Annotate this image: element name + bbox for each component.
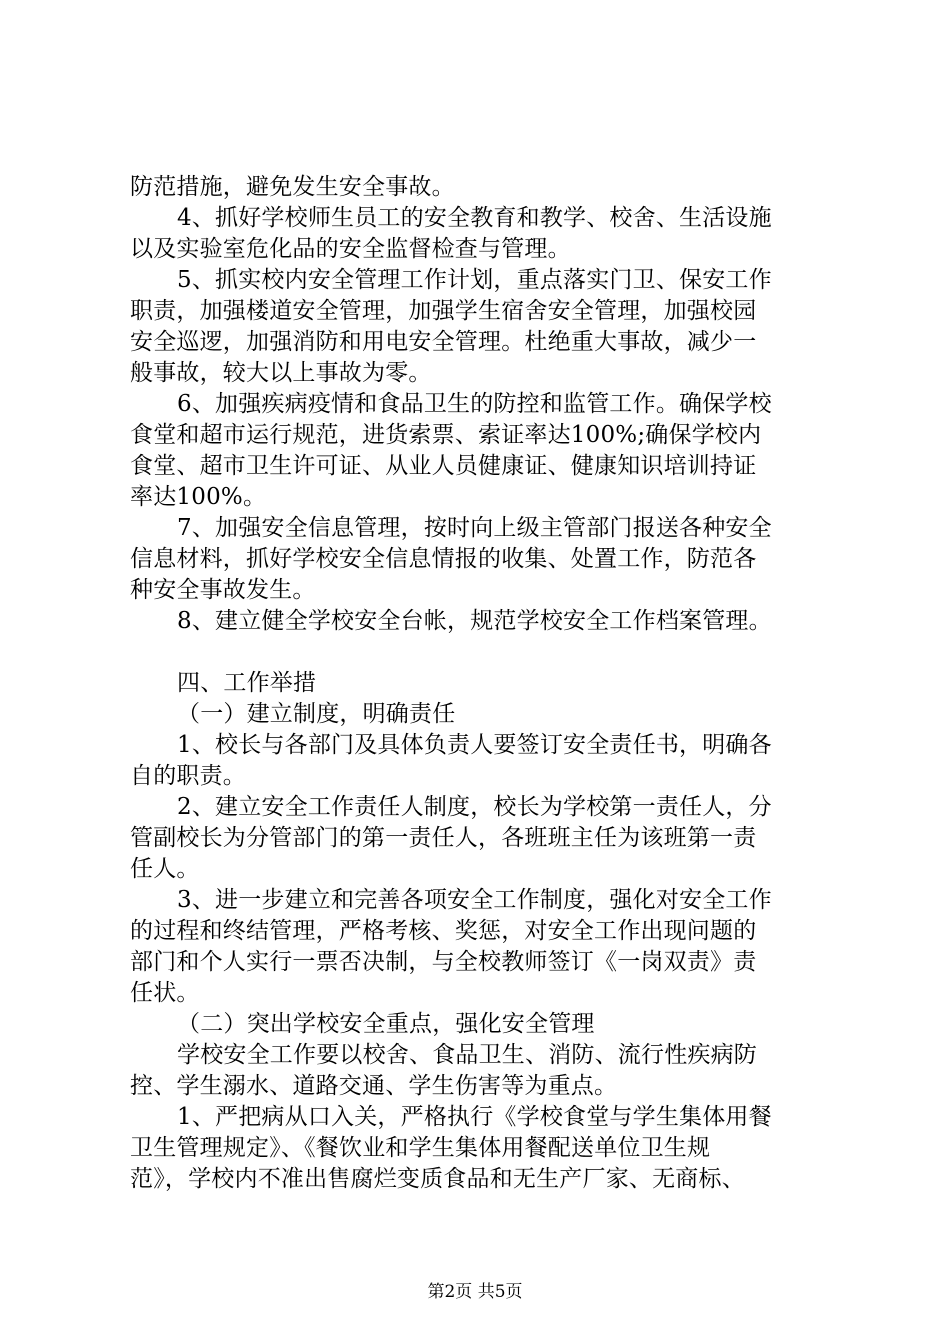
text-line: 任状。 [130,980,200,1006]
text-line: 种安全事故发生。 [130,577,316,603]
text-line: 四、工作举措 [177,670,317,696]
text-line: 1、校长与各部门及具体负责人要签订安全责任书，明确各 [177,732,772,758]
text-line: 3、进一步建立和完善各项安全工作制度，强化对安全工作 [177,887,772,913]
text-line: 般事故，较大以上事故为零。 [130,360,432,386]
text-line: （二）突出学校安全重点，强化安全管理 [177,1011,595,1037]
text-line: 4、抓好学校师生员工的安全教育和教学、校舍、生活设施 [177,205,772,231]
text-line: 职责，加强楼道安全管理，加强学生宿舍安全管理，加强校园 [130,298,757,324]
text-line: 自的职责。 [130,763,246,789]
text-line: 管副校长为分管部门的第一责任人，各班班主任为该班第一责 [130,825,757,851]
text-line: 6、加强疾病疫情和食品卫生的防控和监管工作。确保学校 [177,391,772,417]
page-footer: 第2页 共5页 [427,1282,523,1302]
text-line: 部门和个人实行一票否决制，与全校教师签订《一岗双责》责 [130,949,757,975]
text-line: 2、建立安全工作责任人制度，校长为学校第一责任人，分 [177,794,772,820]
text-line: 防范措施，避免发生安全事故。 [130,174,455,200]
text-line: 学校安全工作要以校舍、食品卫生、消防、流行性疾病防 [177,1042,757,1068]
text-line: 8、建立健全学校安全台帐，规范学校安全工作档案管理。 [177,608,772,634]
text-line: 5、抓实校内安全管理工作计划，重点落实门卫、保安工作 [177,267,772,293]
text-line: 率达100%。 [130,484,267,510]
text-line: 1、严把病从口入关，严格执行《学校食堂与学生集体用餐 [177,1104,772,1130]
text-line: 范》，学校内不准出售腐烂变质食品和无生产厂家、无商标、 [130,1166,745,1192]
text-line: 的过程和终结管理，严格考核、奖惩，对安全工作出现问题的 [130,918,757,944]
text-line: 以及实验室危化品的安全监督检查与管理。 [130,236,571,262]
text-line: 安全巡逻，加强消防和用电安全管理。杜绝重大事故，减少一 [130,329,757,355]
text-line: 7、加强安全信息管理，按时向上级主管部门报送各种安全 [177,515,772,541]
text-line: 卫生管理规定》、《餐饮业和学生集体用餐配送单位卫生规 [130,1135,711,1161]
document-body [130,172,830,1195]
blank-line [130,637,830,668]
text-line: 食堂和超市运行规范，进货索票、索证率达100%;确保学校内 [130,422,762,448]
text-line: 任人。 [130,856,200,882]
text-line: （一）建立制度，明确责任 [177,701,456,727]
text-line: 食堂、超市卫生许可证、从业人员健康证、健康知识培训持证 [130,453,757,479]
text-line: 信息材料，抓好学校安全信息情报的收集、处置工作，防范各 [130,546,757,572]
text-line: 控、学生溺水、道路交通、学生伤害等为重点。 [130,1073,618,1099]
